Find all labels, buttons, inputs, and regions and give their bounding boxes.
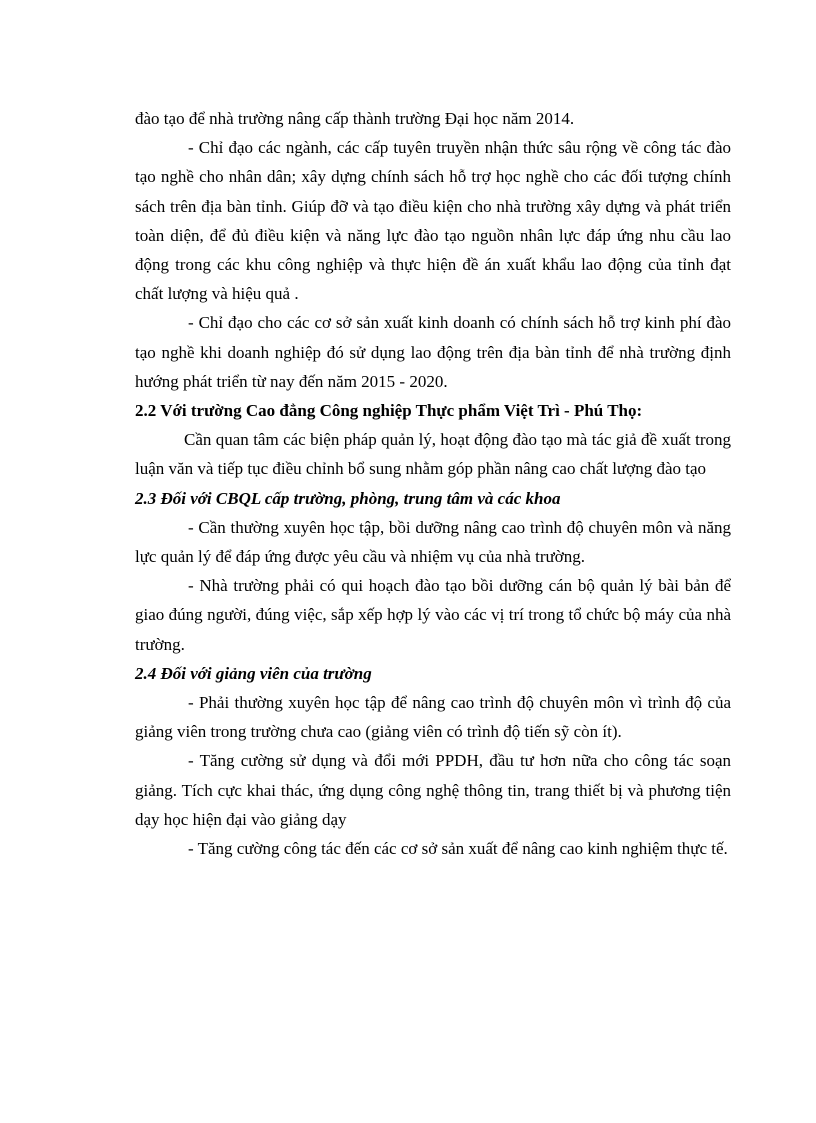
paragraph-lecturer-methods: - Tăng cường sử dụng và đổi mới PPDH, đầu tư hơn nữa cho công tác soạn giảng. Tích cực khai thác, ứng dụng công nghệ thông tin, trang thiết bị và phương tiện dạy học hiện đại vào giảng dạy	[135, 751, 731, 829]
paragraph-college-recommendation: Cần quan tâm các biện pháp quản lý, hoạt động đào tạo mà tác giả đề xuất trong luận văn và tiếp tục điều chỉnh bổ sung nhằm góp phần nâng cao chất lượng đào tạo	[135, 430, 731, 479]
paragraph-continuation: đào tạo để nhà trường nâng cấp thành trường Đại học năm 2014.	[135, 109, 575, 128]
paragraph-directive-training-awareness: - Chỉ đạo các ngành, các cấp tuyên truyền nhận thức sâu rộng về công tác đào tạo nghề cho nhân dân; xây dựng chính sách hỗ trợ học nghề cho các đối tượng chính sách trên địa bàn tỉnh. Giúp đỡ và tạo điều kiện cho nhà trường xây dựng và phát triển toàn diện, để đủ điều kiện và năng lực đào tạo nguồn nhân lực đáp ứng nhu cầu lao động trong các khu công nghiệp và thực hiện đề án xuất khẩu lao động của tỉnh đạt chất lượng và hiệu quả .	[135, 138, 731, 304]
paragraph-lecturer-practice: - Tăng cường công tác đến các cơ sở sản xuất để nâng cao kinh nghiệm thực tế.	[188, 839, 728, 859]
paragraph-lecturer-study: - Phải thường xuyên học tập để nâng cao trình độ chuyên môn vì trình độ của giảng viên trong trường chưa cao (giảng viên có trình độ tiến sỹ còn ít).	[135, 693, 731, 742]
section-heading-2-3: 2.3 Đối với CBQL cấp trường, phòng, trung tâm và các khoa	[135, 488, 561, 508]
section-heading-2-4: 2.4 Đối với giảng viên của trường	[135, 663, 372, 683]
document-page	[135, 104, 731, 863]
paragraph-management-study: - Cần thường xuyên học tập, bồi dưỡng nâng cao trình độ chuyên môn và năng lực quản lý để đáp ứng được yêu cầu và nhiệm vụ của nhà trường.	[135, 517, 731, 567]
paragraph-management-planning: - Nhà trường phải có qui hoạch đào tạo bồi dưỡng cán bộ quản lý bài bản để giao đúng người, đúng việc, sắp xếp hợp lý vào các vị trí trong tổ chức bộ máy của nhà trường.	[135, 576, 731, 654]
paragraph-directive-enterprise-support: - Chỉ đạo cho các cơ sở sản xuất kinh doanh có chính sách hỗ trợ kinh phí đào tạo nghề khi doanh nghiệp đó sử dụng lao động trên địa bàn tỉnh để nhà trường định hướng phát triển từ nay đến năm 2015 - 2020.	[135, 313, 731, 391]
section-heading-2-2: 2.2 Với trường Cao đẳng Công nghiệp Thực phẩm Việt Trì - Phú Thọ:	[135, 401, 643, 421]
